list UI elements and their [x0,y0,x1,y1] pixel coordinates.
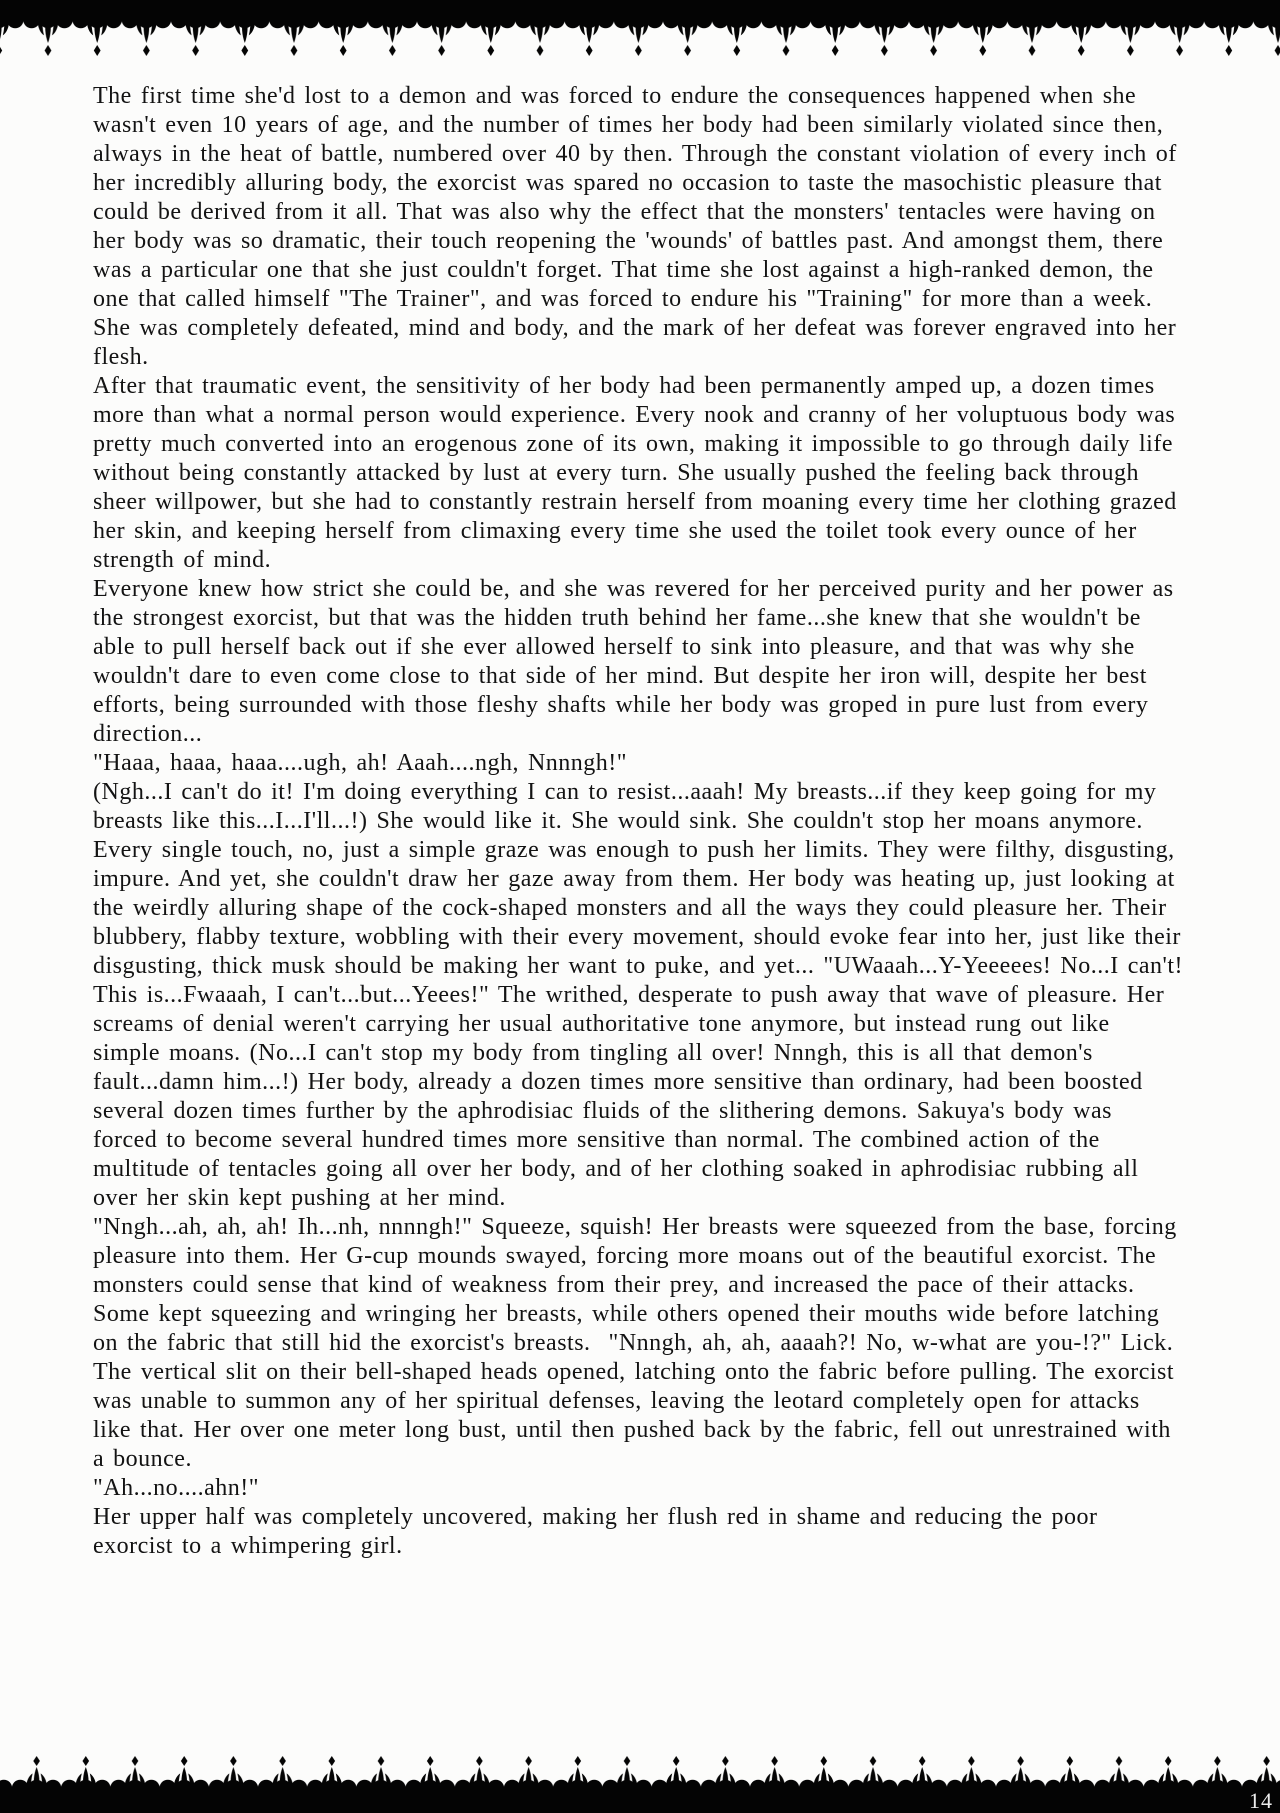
fleur-de-lis-icon [0,1755,1280,1813]
story-text-block [93,82,1192,1561]
fleur-de-lis-icon [0,0,1280,58]
story-dialogue-line: "Haaa, haaa, haaa....ugh, ah! Aaah....ngh, Nnnngh!" [93,750,628,776]
story-paragraph: The first time she'd lost to a demon and was forced to endure the consequences happened when she wasn't even 10 years of age, and the number of times her body had been similarly violated since then, always in the heat of battle, numbered over 40 by then. Through the constant violation of every inch of her incredibly alluring body, the exorcist was spared no occasion to taste the masochistic pleasure that could be derived from it all. That was also why the effect that the monsters' tentacles were having on her body was so dramatic, their touch reopening the 'wounds' of battles past. And amongst them, there was a particular one that she just couldn't forget. That time she lost against a high-ranked demon, the one that called himself "The Trainer", and was forced to endure his "Training" for more than a week. She was completely defeated, mind and body, and the mark of her defeat was forever engraved into her flesh. [93,83,1186,370]
story-paragraph: After that traumatic event, the sensitivity of her body had been permanently amped up, a dozen times more than what a normal person would experience. Every nook and cranny of her voluptuous body was pretty much converted into an erogenous zone of its own, making it impossible to go through daily life without being constantly attacked by lust at every turn. She usually pushed the feeling back through sheer willpower, but she had to constantly restrain herself from moaning every time her clothing grazed her skin, and keeping herself from climaxing every time she used the toilet took every ounce of her strength of mind. [93,373,1186,573]
story-paragraph: "Nngh...ah, ah, ah! Ih...nh, nnnngh!" Squeeze, squish! Her breasts were squeezed from the base, forcing pleasure into them. Her G-cup mounds swayed, forcing more moans out of the beautiful exorcist. The monsters could sense that kind of weakness from their prey, and increased the pace of their attacks. Some kept squeezing and wringing her breasts, while others opened their mouths wide before latching on the fabric that still hid the exorcist's breasts. "Nnngh, ah, ah, aaaah?! No, w-what are you-!?" Lick. The vertical slit on their bell-shaped heads opened, latching onto the fabric before pulling. The exorcist was unable to summon any of her spiritual defenses, leaving the leotard completely open for attacks like that. Her over one meter long bust, until then pushed back by the fabric, fell out unrestrained with a bounce. [93,1214,1186,1472]
story-dialogue-line: "Ah...no....ahn!" [93,1475,260,1501]
page-number: 14 [1249,1788,1273,1813]
story-paragraph: Everyone knew how strict she could be, and she was revered for her perceived purity and her power as the strongest exorcist, but that was the hidden truth behind her fame...she knew that she wouldn't be able to pull herself back out if she ever allowed herself to sink into pleasure, and that was why she wouldn't dare to even come close to that side of her mind. But despite her iron will, despite her best efforts, being surrounded with those fleshy shafts while her body was groped in pure lust from every direction... [93,576,1183,747]
story-paragraph: Her upper half was completely uncovered, making her flush red in shame and reducing the poor exorcist to a whimpering girl. [93,1504,1107,1559]
story-paragraph: (Ngh...I can't do it! I'm doing everything I can to resist...aaah! My breasts...if they keep going for my breasts like this...I...I'll...!) She would like it. She would sink. She couldn't stop her moans anymore. Every single touch, no, just a simple graze was enough to push her limits. They were filthy, disgusting, impure. And yet, she couldn't draw her gaze away from them. Her body was heating up, just looking at the weirdly alluring shape of the cock-shaped monsters and all the ways they could pleasure her. Their blubbery, flabby texture, wobbling with their every movement, should evoke fear into her, just like their disgusting, thick musk should be making her want to puke, and yet... "UWaaah...Y-Yeeeees! No...I can't! This is...Fwaaah, I can't...but...Yeees!" The writhed, desperate to push away that wave of pleasure. Her screams of denial weren't carrying her usual authoritative tone anymore, but instead rung out like simple moans. (No...I can't stop my body from tingling all over! Nnngh, this is all that demon's fault...damn him...!) Her body, already a dozen times more sensitive than ordinary, had been boosted several dozen times further by the aphrodisiac fluids of the slithering demons. Sakuya's body was forced to become several hundred times more sensitive than normal. The combined action of the multitude of tentacles going all over her body, and of her clothing soaked in aphrodisiac rubbing all over her skin kept pushing at her mind. [93,779,1192,1211]
decorative-border-top [0,0,1280,58]
decorative-border-bottom [0,1755,1280,1813]
